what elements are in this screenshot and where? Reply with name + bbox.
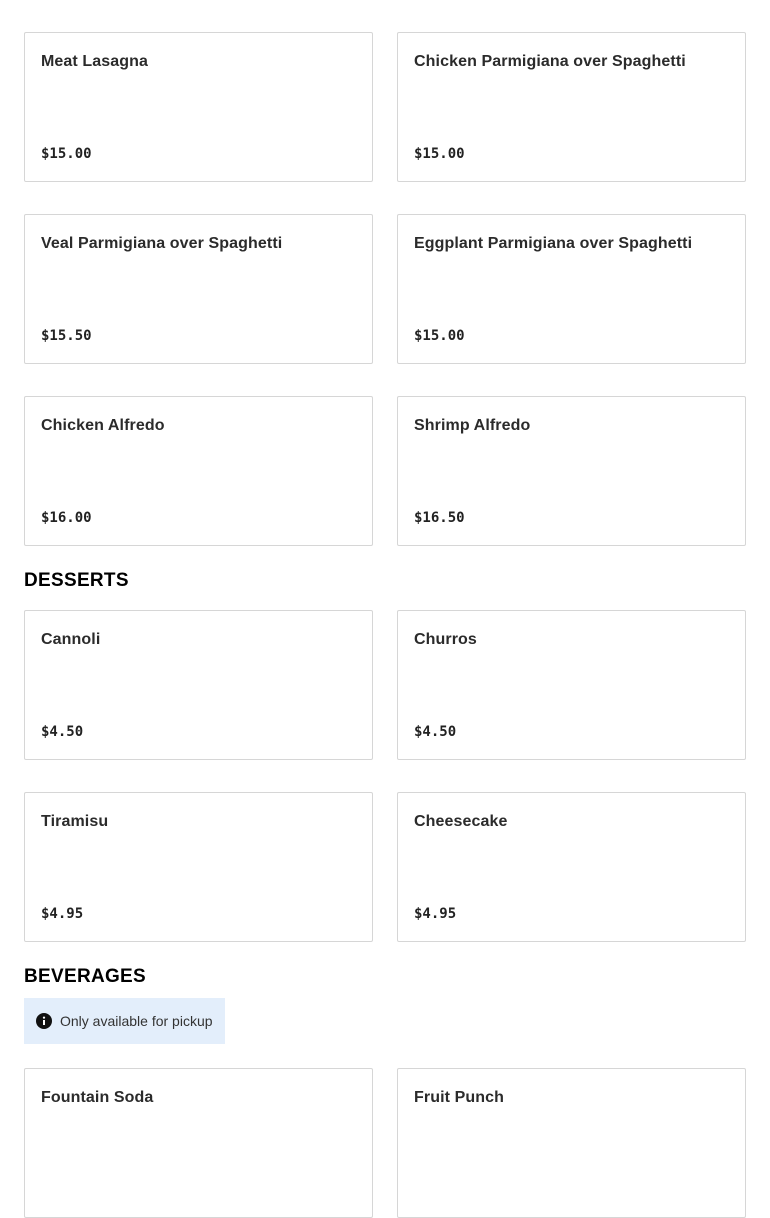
menu-item-name: Meat Lasagna [41, 53, 149, 70]
menu-item-card[interactable] [24, 792, 373, 942]
menu-item-card[interactable] [397, 214, 746, 364]
entrees-section [24, 32, 746, 546]
menu-item-name: Veal Parmigiana over Spaghetti [41, 235, 283, 252]
menu-item-card[interactable] [24, 610, 373, 760]
menu-item-price: $4.95 [414, 906, 457, 922]
menu-item-price: $15.00 [414, 328, 465, 344]
menu-item-card[interactable] [397, 396, 746, 546]
menu-item-price: $15.00 [414, 146, 465, 162]
desserts-section [24, 610, 746, 942]
menu-item-name: Fountain Soda [41, 1089, 154, 1106]
pickup-notice [24, 998, 225, 1044]
menu-item-card[interactable] [397, 1068, 746, 1218]
menu-item-price: $15.00 [41, 146, 92, 162]
menu-item-name: Fruit Punch [414, 1089, 504, 1106]
menu-item-card[interactable] [397, 792, 746, 942]
menu-item-name: Chicken Alfredo [41, 417, 165, 434]
menu-row [24, 1068, 746, 1218]
menu-item-price: $16.50 [414, 510, 465, 526]
menu-row [24, 610, 746, 760]
info-icon [36, 1013, 52, 1029]
menu-item-name: Cheesecake [414, 813, 508, 830]
section-heading-beverages: BEVERAGES [24, 966, 147, 987]
menu-item-name: Eggplant Parmigiana over Spaghetti [414, 235, 693, 252]
menu-item-name: Tiramisu [41, 813, 109, 830]
menu-row [24, 792, 746, 942]
menu-item-card[interactable] [24, 1068, 373, 1218]
menu-item-card[interactable] [397, 32, 746, 182]
menu-item-card[interactable] [397, 610, 746, 760]
menu-item-name: Cannoli [41, 631, 101, 648]
menu-item-price: $4.95 [41, 906, 84, 922]
menu-item-name: Chicken Parmigiana over Spaghetti [414, 53, 686, 70]
pickup-notice-text: Only available for pickup [60, 1013, 213, 1029]
menu-item-price: $15.50 [41, 328, 92, 344]
menu-item-card[interactable] [24, 32, 373, 182]
beverages-section [24, 1068, 746, 1218]
menu-row [24, 396, 746, 546]
section-heading-desserts: DESSERTS [24, 570, 129, 591]
menu-row [24, 32, 746, 182]
menu-item-price: $4.50 [414, 724, 457, 740]
menu-item-name: Churros [414, 631, 477, 648]
menu-item-card[interactable] [24, 214, 373, 364]
menu-row [24, 214, 746, 364]
menu-item-card[interactable] [24, 396, 373, 546]
menu-item-name: Shrimp Alfredo [414, 417, 531, 434]
menu-item-price: $16.00 [41, 510, 92, 526]
menu-item-price: $4.50 [41, 724, 84, 740]
